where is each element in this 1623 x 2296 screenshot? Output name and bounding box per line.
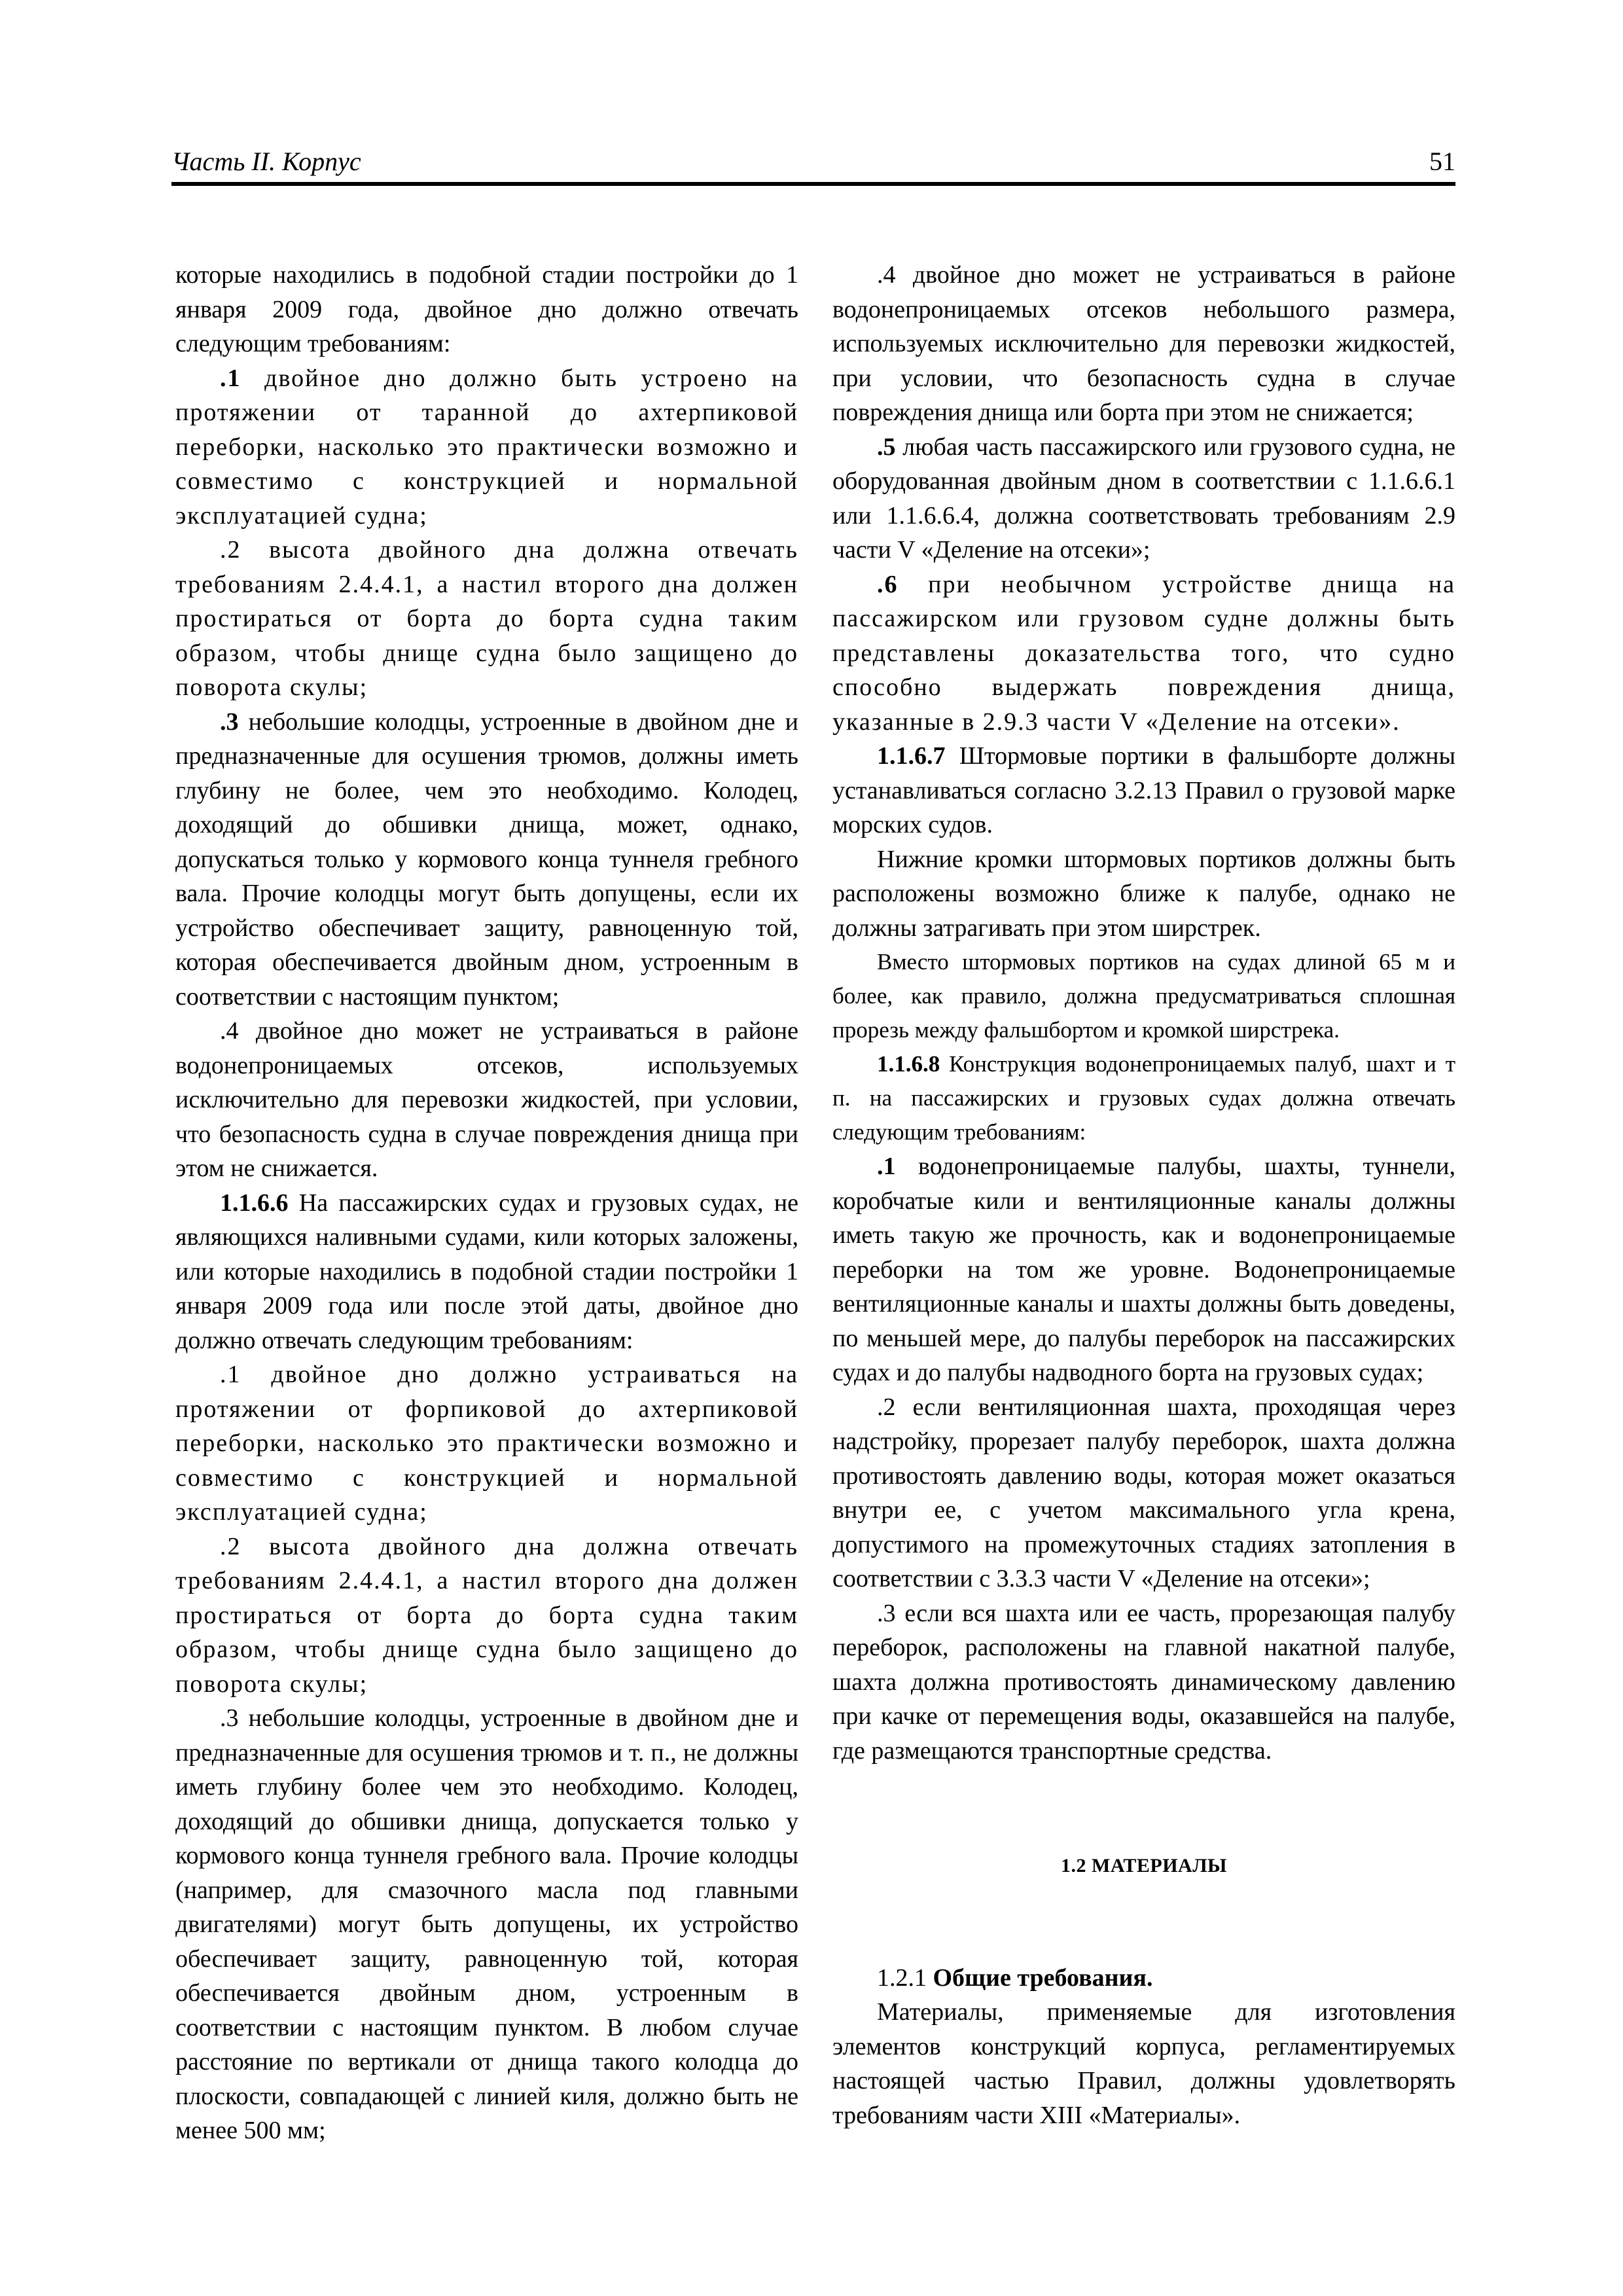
paragraph-text: при необычном устройстве днища на пассажирском или грузовом судне должны быть представлены доказательства того, что судно способно выдержать повреждения днища, указанные в 2.9.3 части V «Деление на отсеки». [832,570,1455,736]
paragraph [832,1047,1455,1149]
paragraph: .1 двойное дно должно устраиваться на протяжении от форпиковой до ахтерпиковой переборки, насколько это практически возможно и совместимо с конструкцией и нормальной эксплуатацией судна; [175,1361,798,1526]
paragraph: которые находились в подобной стадии постройки до 1 января 2009 года, двойное дно должно отвечать следующим требованиям: [175,261,798,357]
paragraph [175,361,798,533]
clause-number: 1.2.1 [877,1964,927,1992]
paragraph: .4 двойное дно может не устраиваться в районе водонепроницаемых отсеков, используемых исключительно для перевозки жидкостей, при условии, что безопасность судна в случае повреждения днища при этом не снижается. [175,1017,798,1182]
paragraph [832,567,1455,740]
paragraph [175,705,798,1014]
clause-number: 1.1.6.8 [877,1051,940,1077]
paragraph: Материалы, применяемые для изготовления элементов конструкций корпуса, регламентируемых настоящей частью Правил, должны удовлетворять требованиям части XIII «Материалы». [832,1998,1455,2129]
paragraph-text: Штормовые портики в фальшборте должны устанавливаться согласно 3.2.13 Правил о грузовой марке морских судов. [832,742,1455,838]
paragraph-text: Конструкция водонепроницаемых палуб, шахт и т п. на пассажирских и грузовых судах должна отвечать следующим требованиям: [832,1051,1455,1145]
section-title: 1.2 МАТЕРИАЛЫ [1061,1855,1227,1876]
paragraph: .4 двойное дно может не устраиваться в районе водонепроницаемых отсеков небольшого размера, используемых исключительно для перевозки жидкостей, при условии, что безопасность судна в случае повреждения днища или борта при этом не снижается; [832,261,1455,426]
page-number: 51 [1429,147,1455,176]
clause-heading: Общие требования. [927,1964,1153,1992]
clause-number: 1.1.6.7 [877,742,946,770]
paragraph-text: любая часть пассажирского или грузового судна, не оборудованная двойным дном в соответствии с 1.1.6.6.1 или 1.1.6.6.4, должна соответствовать требованиям 2.9 части V «Деление на отсеки»; [832,433,1455,564]
paragraph: .2 если вентиляционная шахта, проходящая через надстройку, прорезает палубу переборок, шахта должна противостоять давлению воды, которая может оказаться внутри ее, с учетом максимального угла крена, допустимого на промежуточных стадиях затопления в соответствии с 3.3.3 части V «Деление на отсеки»; [832,1393,1455,1592]
item-number: .5 [877,433,896,461]
item-number: .3 [220,708,239,736]
item-number: .1 [220,364,241,392]
item-number: .6 [877,570,899,598]
item-number: .1 [877,1153,896,1180]
paragraph [175,1186,798,1358]
left-column [175,258,798,2148]
paragraph: .2 высота двойного дна должна отвечать требованиям 2.4.4.1, а настил второго дна должен простираться от борта до борта судна таким образом, чтобы днище судна было защищено до поворота скулы; [175,536,798,701]
header-title: Часть II. Корпус [171,147,361,176]
paragraph-text: На пассажирских судах и грузовых судах, не являющихся наливными судами, кили которых заложены, или которые находились в подобной стадии постройки 1 января 2009 года или после этой даты, двойное дно должно отвечать следующим требованиям: [175,1189,798,1354]
page-header [171,143,1455,186]
paragraph [832,1149,1455,1390]
paragraph-text: водонепроницаемые палубы, шахты, туннели, коробчатые кили и вентиляционные каналы должны иметь такую же прочность, как и водонепроницаемые переборки на том же уровне. Водонепроницаемые вентиляционные каналы и шахты должны быть доведены, по меньшей мере, до палубы переборок на пассажирских судах и до палубы надводного борта на грузовых судах; [832,1153,1455,1386]
paragraph-text: небольшие колодцы, устроенные в двойном дне и предназначенные для осушения трюмов, должны иметь глубину не более, чем это необходимо. Колодец, доходящий до обшивки днища, может, однако, допускаться только у кормового конца туннеля гребного вала. Прочие колодцы могут быть допущены, если их устройство обеспечивает защиту, равноценную той, которая обеспечивается двойным дном, устроенным в соответствии с настоящим пунктом; [175,708,798,1011]
paragraph: Вместо штормовых портиков на судах длиной 65 м и более, как правило, должна предусматриваться сплошная прорезь между фальшбортом и кромкой ширстрека. [832,949,1455,1043]
paragraph [832,1961,1455,1996]
clause-number: 1.1.6.6 [220,1189,289,1217]
paragraph-text: двойное дно должно быть устроено на протяжении от таранной до ахтерпиковой переборки, насколько это практически возможно и совместимо с конструкцией и нормальной эксплуатацией судна; [175,364,798,529]
paragraph: .3 если вся шахта или ее часть, прорезающая палубу переборок, расположены на главной накатной палубе, шахта должна противостоять динамическому давлению при качке от перемещения воды, оказавшейся на палубе, где размещаются транспортные средства. [832,1599,1455,1765]
paragraph: .3 небольшие колодцы, устроенные в двойном дне и предназначенные для осушения трюмов и т. п., не должны иметь глубину более чем это необходимо. Колодец, доходящий до обшивки днища, допускается только у кормового конца туннеля гребного вала. Прочие колодцы (например, для смазочного масла под главными двигателями) могут быть допущены, их устройство обеспечивает защиту, равноценную той, которая обеспечивается двойным дном, устроенным в соответствии с настоящим пунктом. В любом случае расстояние по вертикали от днища такого колодца до плоскости, совпадающей с линией киля, должно быть не менее 500 мм; [175,1704,798,2144]
paragraph [832,739,1455,842]
right-column [832,258,1455,2132]
paragraph: .2 высота двойного дна должна отвечать требованиям 2.4.4.1, а настил второго дна должен простираться от борта до борта судна таким образом, чтобы днище судна было защищено до поворота скулы; [175,1532,798,1698]
paragraph [832,430,1455,567]
paragraph: Нижние кромки штормовых портиков должны быть расположены возможно ближе к палубе, однако не должны затрагивать при этом ширстрек. [832,845,1455,942]
